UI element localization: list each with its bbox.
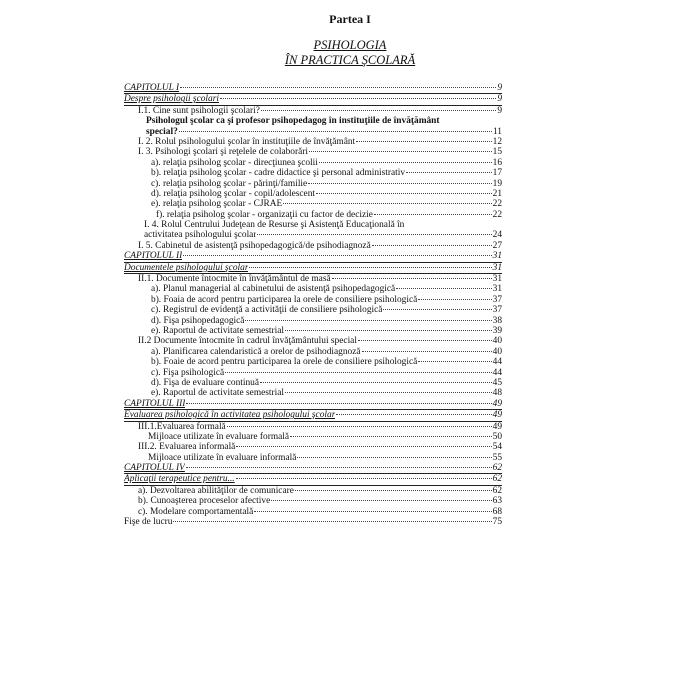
toc-entry <box>124 106 502 116</box>
table-of-contents <box>124 83 502 527</box>
toc-entry <box>124 347 502 357</box>
toc-leader-dots <box>406 172 492 173</box>
toc-leader-dots <box>261 110 496 111</box>
toc-entry-title: III.2. Evaluarea informală <box>138 442 236 453</box>
toc-entry-page: 54 <box>492 442 502 453</box>
toc-entry <box>124 83 502 94</box>
toc-entry-page: 68 <box>492 506 502 517</box>
toc-leader-dots <box>336 414 491 415</box>
toc-entry-title: CAPITOLUL III <box>124 398 186 409</box>
toc-entry <box>124 251 502 262</box>
part-title: Partea I <box>329 12 371 26</box>
toc-entry-page: 19 <box>492 178 502 189</box>
toc-leader-dots <box>236 446 491 447</box>
toc-entry-page: 75 <box>492 517 502 528</box>
toc-entry-title: I. 2. Rolul psihologului şcolar în instituţiile de învăţământ <box>138 136 356 147</box>
toc-entry-page: 40 <box>492 346 502 357</box>
toc-leader-dots <box>374 214 492 215</box>
toc-entry <box>124 284 502 294</box>
toc-entry-page: 27 <box>492 240 502 251</box>
toc-entry-page: 49 <box>492 410 502 421</box>
toc-entry-page: 17 <box>492 168 502 179</box>
toc-entry-title: Documentele psihologului şcolar <box>124 262 249 273</box>
toc-entry-title: Aplicaţii terapeutice pentru... <box>124 474 235 485</box>
toc-entry-page: 12 <box>492 136 502 147</box>
toc-entry-title: a). Planificarea calendaristică a orelor de psihodiagnoză <box>151 346 361 357</box>
toc-entry-page: 40 <box>492 336 502 347</box>
toc-entry-page: 50 <box>492 431 502 442</box>
toc-entry-title: I.1. Cine sunt psihologii şcolari? <box>138 105 260 116</box>
toc-entry-page: 15 <box>492 147 502 158</box>
toc-entry-page: 44 <box>492 357 502 368</box>
toc-leader-dots <box>418 299 491 300</box>
toc-entry-title: Evaluarea psihologică în activitatea psihologului şcolar <box>124 410 336 421</box>
toc-leader-dots <box>316 193 492 194</box>
toc-entry <box>124 357 502 367</box>
toc-entry-title: I. 3. Psihologi şcolari şi reţelele de colaborări <box>138 147 308 158</box>
toc-entry <box>124 336 502 346</box>
toc-entry <box>124 147 502 157</box>
toc-entry-page: 31 <box>492 262 502 273</box>
toc-entry-title: special? <box>146 126 178 137</box>
toc-entry-title: b). Foaia de acord pentru participarea la orele de consiliere psihologică <box>151 294 418 305</box>
toc-entry-title: CAPITOLUL II <box>124 251 183 262</box>
toc-entry <box>124 496 502 506</box>
toc-entry <box>124 463 502 474</box>
toc-entry-title: Psihologul şcolar ca şi profesor psihopedagog în instituţiile de învăţământ <box>146 116 440 127</box>
toc-entry <box>124 368 502 378</box>
toc-leader-dots <box>332 278 492 279</box>
toc-entry-title: d). relaţia psiholog şcolar - copil/adolescent <box>151 188 316 199</box>
toc-entry-title: d). Fişa de evaluare continuă <box>151 377 260 388</box>
main-title <box>0 38 700 68</box>
toc-leader-dots <box>254 511 491 512</box>
toc-entry-title: d). Fişa psihopedagogică <box>151 315 245 326</box>
toc-entry-title: e). Raportul de activitate semestrial <box>151 388 285 399</box>
toc-entry <box>124 378 502 388</box>
toc-entry-page: 38 <box>492 315 502 326</box>
toc-entry-title: b). Cunoaşterea proceselor afective <box>138 496 271 507</box>
toc-leader-dots <box>319 162 492 163</box>
toc-entry-page: 63 <box>492 496 502 507</box>
toc-entry-title: c). Fişa psihologică <box>151 367 225 378</box>
toc-entry <box>124 453 502 463</box>
toc-entry <box>124 517 502 527</box>
toc-entry <box>124 410 502 421</box>
toc-leader-dots <box>173 521 491 522</box>
toc-entry-title: a). Dezvoltarea abilităţilor de comunicare <box>138 485 294 496</box>
toc-entry-title: CAPITOLUL IV <box>124 463 185 474</box>
toc-entry <box>124 274 502 284</box>
toc-entry-page: 31 <box>492 251 502 262</box>
toc-entry <box>124 210 502 220</box>
toc-entry-page: 49 <box>492 398 502 409</box>
toc-entry-page: 49 <box>492 421 502 432</box>
toc-entry-title: a). Planul managerial al cabinetului de asistenţă psihopedagogică <box>151 284 396 295</box>
toc-entry-page: 37 <box>492 294 502 305</box>
toc-entry-page: 62 <box>492 485 502 496</box>
toc-leader-dots <box>179 131 492 132</box>
toc-entry-title: e). Raportul de activitate semestrial <box>151 325 285 336</box>
toc-leader-dots <box>227 426 492 427</box>
toc-leader-dots <box>362 351 492 352</box>
toc-leader-dots <box>290 436 492 437</box>
toc-entry-page: 45 <box>492 377 502 388</box>
toc-entry <box>124 137 502 147</box>
toc-leader-dots <box>183 255 491 256</box>
toc-entry-title: Mijloace utilizate în evaluare formală <box>148 431 290 442</box>
toc-entry <box>124 388 502 398</box>
toc-entry <box>124 179 502 189</box>
toc-entry <box>124 305 502 315</box>
toc-leader-dots <box>180 87 496 88</box>
toc-entry <box>124 316 502 326</box>
toc-entry <box>124 399 502 410</box>
toc-entry <box>124 168 502 178</box>
toc-leader-dots <box>225 372 491 373</box>
toc-leader-dots <box>285 330 492 331</box>
toc-leader-dots <box>285 392 492 393</box>
toc-entry-page: 9 <box>497 105 502 116</box>
toc-leader-dots <box>220 98 496 99</box>
toc-entry <box>124 199 502 209</box>
toc-entry <box>124 94 502 105</box>
toc-entry-title: b). relaţia psiholog şcolar - cadre didactice şi personal administrativ <box>151 168 406 179</box>
main-title-line-2: ÎN PRACTICA ŞCOLARĂ <box>284 53 416 67</box>
toc-entry-page: 16 <box>492 157 502 168</box>
toc-entry-page: 22 <box>492 209 502 220</box>
toc-entry <box>124 230 502 240</box>
toc-entry-title: Fişe de lucru <box>124 517 173 528</box>
toc-entry <box>124 442 502 452</box>
toc-entry <box>124 127 502 137</box>
toc-leader-dots <box>372 245 492 246</box>
toc-leader-dots <box>186 467 492 468</box>
toc-entry-title: f). relaţia psiholog şcolar - organizaţii cu factor de decizie <box>156 209 373 220</box>
toc-entry-title: CAPITOLUL I <box>124 83 180 93</box>
toc-entry-page: 39 <box>492 325 502 336</box>
toc-entry-title: Mijloace utilizate în evaluare informală <box>148 452 297 463</box>
toc-entry-title: I. 4. Rolul Centrului Judeţean de Resurse şi Asistenţă Educaţională în <box>144 220 405 231</box>
toc-entry-title: b). Foaie de acord pentru participarea la orele de consiliere psihologică <box>151 357 418 368</box>
toc-entry-page: 62 <box>492 474 502 485</box>
toc-entry-page: 62 <box>492 463 502 474</box>
toc-entry <box>124 241 502 251</box>
toc-entry <box>124 189 502 199</box>
toc-entry-title: a). relaţia psiholog şcolar - direcţiunea şcolii <box>151 157 318 168</box>
toc-entry-title: e). relaţia psiholog şcolar - CJRAE <box>151 199 283 210</box>
toc-entry-page: 22 <box>492 199 502 210</box>
toc-entry <box>124 422 502 432</box>
toc-entry <box>124 220 502 230</box>
toc-entry-page: 44 <box>492 367 502 378</box>
toc-entry-page: 21 <box>492 188 502 199</box>
toc-leader-dots <box>295 490 492 491</box>
main-title-line-1: PSIHOLOGIA <box>313 38 387 52</box>
toc-leader-dots <box>358 340 492 341</box>
toc-entry <box>124 116 502 126</box>
toc-leader-dots <box>249 267 491 268</box>
toc-entry <box>124 295 502 305</box>
toc-entry-page: 11 <box>492 126 502 137</box>
toc-leader-dots <box>245 320 491 321</box>
toc-leader-dots <box>308 183 491 184</box>
toc-leader-dots <box>356 141 491 142</box>
toc-entry-page: 37 <box>492 305 502 316</box>
toc-entry-title: Despre psihologii şcolari <box>124 94 219 105</box>
toc-entry-page: 48 <box>492 388 502 399</box>
toc-entry-title: I. 5. Cabinetul de asistenţă psihopedagogică/de psihodiagnoză <box>138 240 371 251</box>
toc-leader-dots <box>271 500 491 501</box>
toc-entry-title: II.2 Documente întocmite în cadrul învăţământului special <box>138 336 357 347</box>
toc-entry <box>124 158 502 168</box>
toc-leader-dots <box>260 382 492 383</box>
toc-leader-dots <box>257 234 491 235</box>
toc-entry-page: 31 <box>492 274 502 285</box>
toc-entry-page: 9 <box>497 83 502 93</box>
toc-leader-dots <box>236 478 492 479</box>
toc-leader-dots <box>297 457 491 458</box>
toc-leader-dots <box>383 309 491 310</box>
toc-leader-dots <box>309 151 492 152</box>
toc-entry-title: II.1. Documente întocmite în învăţământul de masă <box>138 274 331 285</box>
toc-entry <box>124 326 502 336</box>
toc-entry-title: activitatea psihologului şcolar <box>144 230 257 241</box>
toc-entry-title: III.1.Evaluarea formală <box>138 421 226 432</box>
toc-entry <box>124 486 502 496</box>
toc-leader-dots <box>283 203 491 204</box>
toc-entry-page: 55 <box>492 452 502 463</box>
toc-entry-page: 9 <box>497 94 502 105</box>
toc-leader-dots <box>186 403 491 404</box>
toc-entry-title: c). relaţia psiholog şcolar - părinţi/familie <box>151 178 308 189</box>
toc-entry-page: 24 <box>492 230 502 241</box>
toc-entry-title: c). Modelare comportamentală <box>138 506 254 517</box>
toc-leader-dots <box>396 288 491 289</box>
toc-entry-page: 31 <box>492 284 502 295</box>
toc-entry <box>124 474 502 485</box>
toc-entry <box>124 507 502 517</box>
toc-entry <box>124 263 502 274</box>
toc-leader-dots <box>418 361 491 362</box>
toc-entry <box>124 432 502 442</box>
toc-entry-title: c). Registrul de evidenţă a activităţii de consiliere psihologică <box>151 305 383 316</box>
